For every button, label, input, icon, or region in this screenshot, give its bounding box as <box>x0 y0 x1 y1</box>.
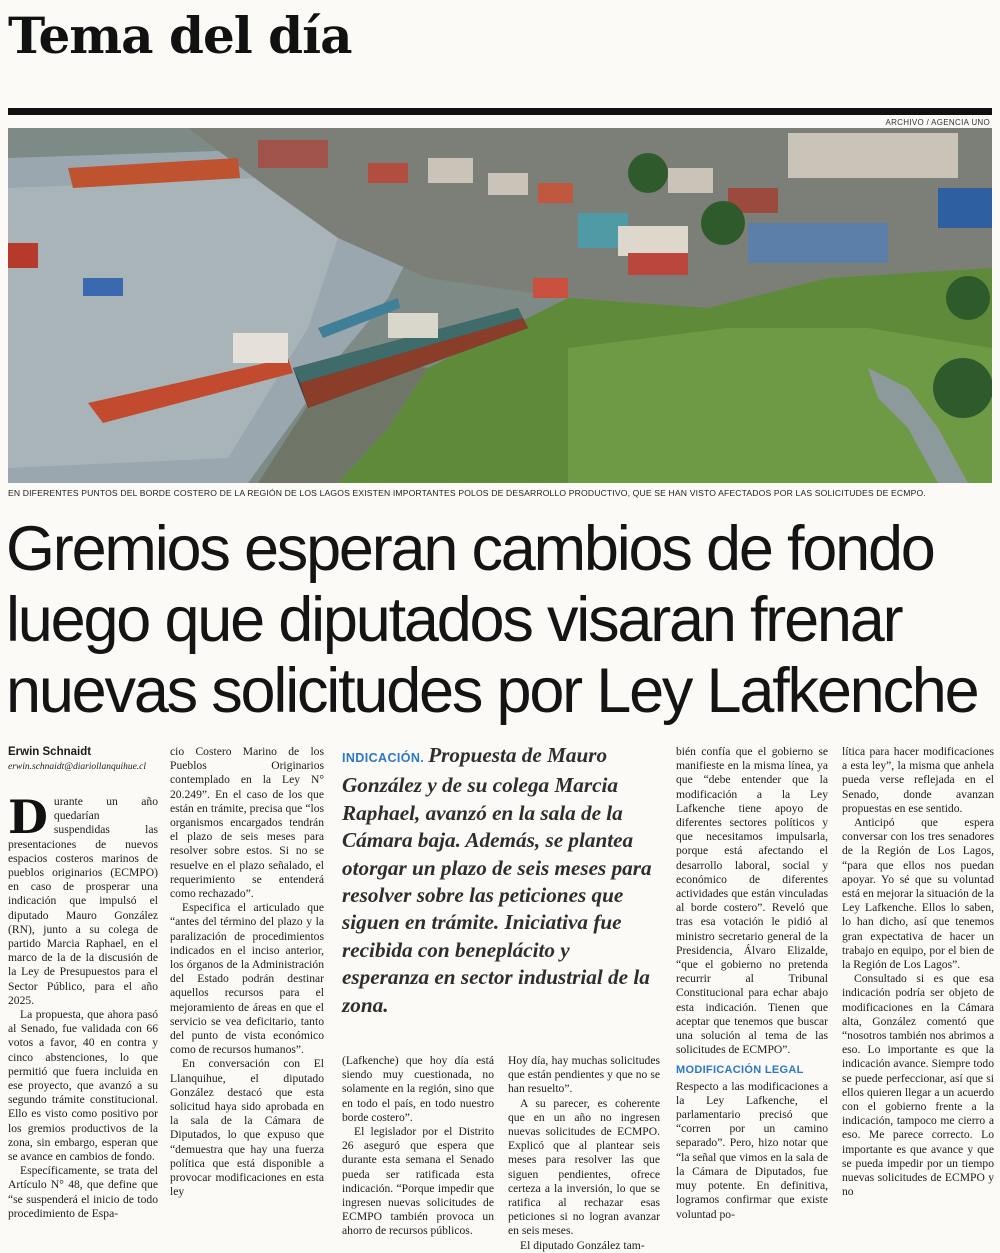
paragraph: cio Costero Marino de los Pueblos Originarios contemplado en la Ley N° 20.249”. En el caso de los que están en trámite, precisa que “los organismos encargados tendrán el plazo de seis meses para resolver sobre estos. Si no se resuelve en el plazo señalado, el requerimiento se entenderá como rechazado”. <box>170 745 324 901</box>
article-column-6 <box>842 745 994 1200</box>
deck-text: Propuesta de Mauro González y de su colega Marcia Raphael, avanzó en la sala de la Cámara baja. Además, se plantea otorgar un plazo de seis meses para resolver sobre las peticiones que siguen en trámite. Iniciativa fue recibida con beneplácito y esperanza en sector industrial de la zona. <box>342 743 652 1017</box>
harbor-photo <box>8 128 992 483</box>
paragraph: Anticipó que espera conversar con los tres senadores de la Región de Los Lagos, “para que ellos nos puedan apoyar. Yo sé que su voluntad está en mejorar la situación de la Ley Lafkenche. Ellos lo saben, lo han dicho, así que tenemos gran expectativa de hacer un trabajo en equipo, por el bien de la Región de Los Lagos”. <box>842 816 994 972</box>
paragraph: Durante un año quedarían suspendidas las presentaciones de nuevos espacios costeros marinos de pueblos originarios (ECMPO) en caso de prosperar una indicación que impulsó el diputado Mauro González (RN), junto a su colega de partido Marcia Raphael, en el marco de la de la discusión de la Ley de Presupuestos para el Sector Público, para el año 2025. <box>8 790 158 1007</box>
article-column-4 <box>508 1054 660 1253</box>
article-column-1 <box>8 790 158 1221</box>
author-email[interactable]: erwin.schnaidt@diariollanquihue.cl <box>8 762 147 772</box>
paragraph: bién confía que el gobierno se manifieste en la misma línea, ya que “debe entender que la modificación a la Ley Lafkenche tiene apoyo de diferentes sectores políticos y que necesitamos impulsarla, porque está afectando el desarrollo laboral, social y económico de diferentes actividades que están vinculadas al borde costero”. Reveló que tras esa votación le pidió al ministro secretario general de la Presidencia, Álvaro Elizalde, “que el gobierno no pretenda recurrir al Tribunal Constitucional para echar abajo esta indicación. Tienen que aceptar que tenemos que buscar una solución al tema de las solicitudes de ECMPO”. <box>676 745 828 1057</box>
author-name: Erwin Schnaidt <box>8 746 92 758</box>
paragraph: Específicamente, se trata del Artículo N° 48, que define que “se suspenderá el inicio de todo procedimiento de Espa- <box>8 1164 158 1220</box>
paragraph: (Lafkenche) que hoy día está siendo muy cuestionada, no solamente en la región, sino que en todo el país, en todo nuestro borde costero”. <box>342 1054 494 1124</box>
paragraph: Hoy día, hay muchas solicitudes que están pendientes y que no se han resuelto”. <box>508 1054 660 1096</box>
deck <box>342 742 662 1019</box>
paragraph: A su parecer, es coherente que en un año no ingresen nuevas solicitudes de ECMPO. Explicó que al plantear seis meses para resolver las que siguen pendientes, ofrece certeza a la inversión, lo que se ratifica al rechazar esas peticiones si no logran avanzar en seis meses. <box>508 1096 660 1238</box>
paragraph: Especifica el articulado que “antes del término del plazo y la paralización de procedimientos indicados en el inciso anterior, los órganos de la Administración del Estado podrán destinar aquellos recursos para el mejoramiento de áreas en que el servicio se vea deficitario, tanto del punto de vista económico como de recursos humanos”. <box>170 901 324 1057</box>
article-column-3 <box>342 1054 494 1239</box>
paragraph: En conversación con El Llanquihue, el diputado González destacó que esta solicitud haya sido aprobada en la sala de la Cámara de Diputados, lo que expuso que “demuestra que hay una fuerza política que está disponible a provocar modificaciones en esta ley <box>170 1057 324 1199</box>
paragraph: Consultado si es que esa indicación podría ser objeto de modificaciones en la Cámara alta, González comentó que “nosotros también nos abrimos a eso. Lo importante es que la indicación avance. Siempre todo se puede perfeccionar, así que si ellos quieren llegar a un acuerdo con el gobierno frente a la indicación, tampoco me cierro a eso. Me parece correcto. Lo importante es que avance y que se pueda impedir por un tiempo nuevas solicitudes de ECMPO y no <box>842 972 994 1199</box>
photo-credit: ARCHIVO / AGENCIA UNO <box>885 118 990 127</box>
subhead: MODIFICACIÓN LEGAL <box>676 1064 804 1077</box>
photo-caption: EN DIFERENTES PUNTOS DEL BORDE COSTERO DE LA REGIÓN DE LOS LAGOS EXISTEN IMPORTANTES POLOS DE DESARROLLO PRODUCTIVO, QUE SE HAN VISTO AFECTADOS POR LAS SOLICITUDES DE ECMPO. <box>8 488 926 498</box>
paragraph: La propuesta, que ahora pasó al Senado, fue validada con 66 votos a favor, 40 en contra y cinco abstenciones, lo que permitió que fuera incluida en ese proyecto, que avanzó a su segundo trámite constitucional. Ello es visto como positivo por los gremios productivos de la zona, sin embargo, esperan que se avance en cambios de fondo. <box>8 1008 158 1164</box>
section-title: Tema del día <box>8 6 352 65</box>
paragraph: Respecto a las modificaciones a la Ley Lafkenche, el parlamentario precisó que “corren por un camino separado”. Pero, hizo notar que “la señal que vimos en la sala de la Cámara de Diputados, fue muy potente. En definitiva, logramos confirmar que existe voluntad po- <box>676 1079 828 1221</box>
paragraph: El legislador por el Distrito 26 aseguró que espera que durante esta semana el Senado pueda ser ratificada esta indicación. “Porque impedir que ingresen nuevas solicitudes de ECMPO también provoca un ahorro de recursos públicos. <box>342 1125 494 1238</box>
dropcap: D <box>8 790 48 844</box>
paragraph: El diputado González tam- <box>520 1238 645 1252</box>
paragraph: lítica para hacer modificaciones a esta ley”, la misma que anhela pueda verse reflejada en el Senado, donde avanzan propuestas en ese sentido. <box>842 745 994 815</box>
byline <box>8 746 160 772</box>
section-rule <box>8 108 992 115</box>
article-column-5 <box>676 745 828 1222</box>
article-column-2 <box>170 745 324 1200</box>
deck-kicker: INDICACIÓN. <box>342 751 425 765</box>
headline: Gremios esperan cambios de fondo luego que diputados visaran frenar nuevas solicitudes por Ley Lafkenche <box>6 514 978 726</box>
